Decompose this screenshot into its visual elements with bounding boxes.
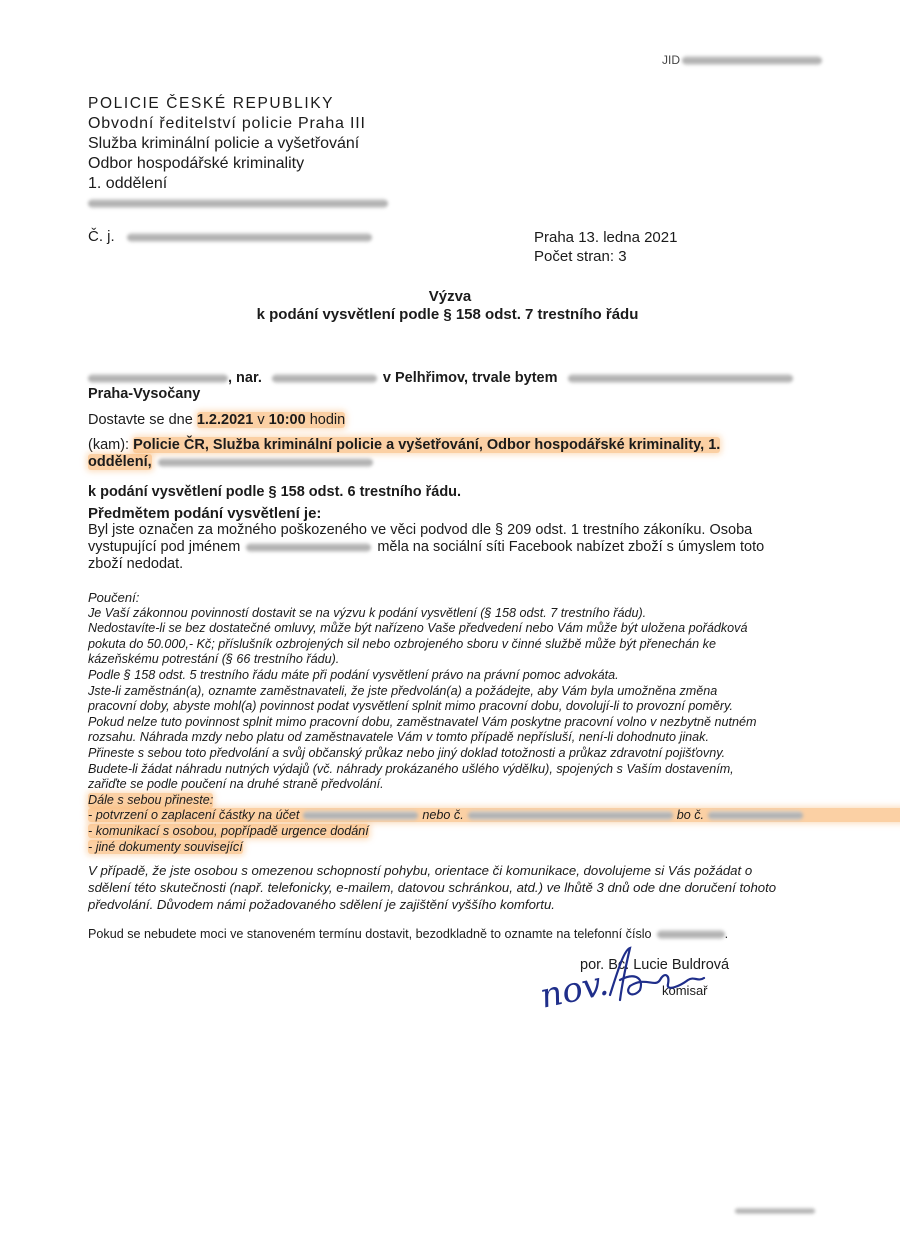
redacted-case-number <box>127 233 372 242</box>
redacted-account1 <box>303 811 418 820</box>
issuer-line4: Odbor hospodářské kriminality <box>88 155 305 172</box>
redacted-account2 <box>468 811 673 820</box>
appointment-datetime: 1.2.2021 v 10:00 hodin <box>196 412 346 428</box>
bring-item-communication: - komunikací s osobou, popřípadě urgence dodání <box>88 823 369 838</box>
appointment-place-cont: oddělení, <box>88 454 373 471</box>
notice-line: Budete-li žádat náhradu nutných výdajů (vč. náhrady prokázaného ušlého výdělku), spojených s Vaším dostavením, <box>88 761 734 776</box>
notice-section <box>88 590 823 855</box>
closing-text: Pokud se nebudete moci ve stanoveném termínu dostavit, bezodkladně to oznamte na telefonní číslo . <box>88 927 729 941</box>
signature-scribble <box>600 940 720 1010</box>
appointment-line: Dostavte se dne 1.2.2021 v 10:00 hodin <box>88 412 346 428</box>
notice-line: kázeňskému potrestání (§ 66 trestního řádu). <box>88 652 340 667</box>
issuer-header <box>88 94 388 212</box>
case-number: Č. j. <box>88 228 372 245</box>
notice-line: pokuta do 50.000,- Kč; příslušník ozbrojených sil nebo ozbrojeného sboru v činné službě může být přenechán ke <box>88 636 716 651</box>
notice-line: rozsahu. Náhrada mzdy nebo platu od zaměstnavatele Vám v tomto případě nepřísluší, není-li dohodnuto jinak. <box>88 730 709 745</box>
subject-text: Byl jste označen za možného poškozeného ve věci podvod dle § 209 odst. 1 trestního zákoníku. Osoba vystupující pod jménem měla na sociální síti Facebook nabízet zboží s úmyslem toto zboží nedodat. <box>88 522 765 572</box>
redacted-person <box>246 543 371 552</box>
subject-heading: Předmětem podání vysvětlení je: <box>88 505 322 522</box>
issuer-line3: Služba kriminální policie a vyšetřování <box>88 135 360 152</box>
notice-line: Pokud nelze tuto povinnost splnit mimo pracovní dobu, zaměstnavatel Vám poskytne pracovní volno v nezbytně nutném <box>88 714 757 729</box>
page-count: Počet stran: 3 <box>534 248 627 265</box>
redacted-residence <box>568 374 793 383</box>
redacted-office <box>158 458 373 467</box>
redacted-name <box>88 374 228 383</box>
bring-heading: Dále s sebou přineste: <box>88 792 214 807</box>
notice-line: pracovní doby, abyste mohl(a) povinnost podat vysvětlení splnit mimo pracovní dobu, dovolují-li to provozní poměry. <box>88 699 733 714</box>
jid-label: JID <box>662 53 822 67</box>
special-needs: V případě, že jste osobou s omezenou schopností pohybu, orientace či komunikace, dovolujeme si Vás požádat o sdělení této skutečnosti (např. telefonicky, e-mailem, datovou schránkou, atd.) ve lhůtě 3 dnů ode dne doručení tohoto předvolání. Důvodem námi požadovaného sdělení je zajištění vyššího komfortu. <box>88 863 777 912</box>
addressee-district: Praha-Vysočany <box>88 386 201 402</box>
redacted-footer <box>735 1208 815 1214</box>
notice-line: Přineste s sebou toto předvolání a svůj občanský průkaz nebo jiný doklad totožnosti a průkaz zdravotní pojišťovny. <box>88 745 726 760</box>
redacted-address <box>88 199 388 208</box>
document-title: Výzva k podání vysvětlení podle § 158 odst. 7 trestního řádu <box>256 288 639 323</box>
redacted-jid <box>682 56 822 65</box>
redacted-birthdate <box>272 374 377 383</box>
notice-line: Podle § 158 odst. 5 trestního řádu máte při podání vysvětlení právo na právní pomoc advokáta. <box>88 667 619 682</box>
notice-line: Je Vaší zákonnou povinností dostavit se na výzvu k podání vysvětlení (§ 158 odst. 7 trestního řádu). <box>88 605 647 620</box>
signature-name: por. Bc. Lucie Buldrová <box>580 957 730 973</box>
document-date: Praha 13. ledna 2021 Počet stran: 3 <box>534 229 678 265</box>
bring-item-documents: - jiné dokumenty související <box>88 839 243 854</box>
appointment-place: (kam): Policie ČR, Služba kriminální policie a vyšetřování, Odbor hospodářské kriminality, 1. <box>88 437 721 453</box>
notice-line: Jste-li zaměstnán(a), oznamte zaměstnavateli, že jste předvolán(a) a požádejte, aby Vám byla umožněna změna <box>88 683 718 698</box>
notice-heading: Poučení: <box>88 590 140 605</box>
bring-item-payment: - potvrzení o zaplacení částky na účet nebo č. bo č. <box>88 808 823 824</box>
issuer-line1: POLICIE ČESKÉ REPUBLIKY <box>88 95 335 112</box>
issuer-line2: Obvodní ředitelství policie Praha III <box>88 115 366 132</box>
redacted-account3 <box>708 811 803 820</box>
notice-line: zařiďte se podle poučení na druhé straně předvolání. <box>88 777 384 792</box>
handwritten-pov: nov. <box>536 963 612 1017</box>
redacted-phone <box>657 930 725 939</box>
appointment-purpose: k podání vysvětlení podle § 158 odst. 6 trestního řádu. <box>88 484 462 500</box>
addressee-line: , nar. v Pelhřimov, trvale bytem <box>88 370 793 387</box>
notice-line: Nedostavíte-li se bez dostatečné omluvy, může být nařízeno Vaše předvedení nebo Vám může být uložena pořádková <box>88 621 748 636</box>
issuer-line5: 1. oddělení <box>88 175 168 192</box>
signature-rank: komisař <box>662 983 708 998</box>
